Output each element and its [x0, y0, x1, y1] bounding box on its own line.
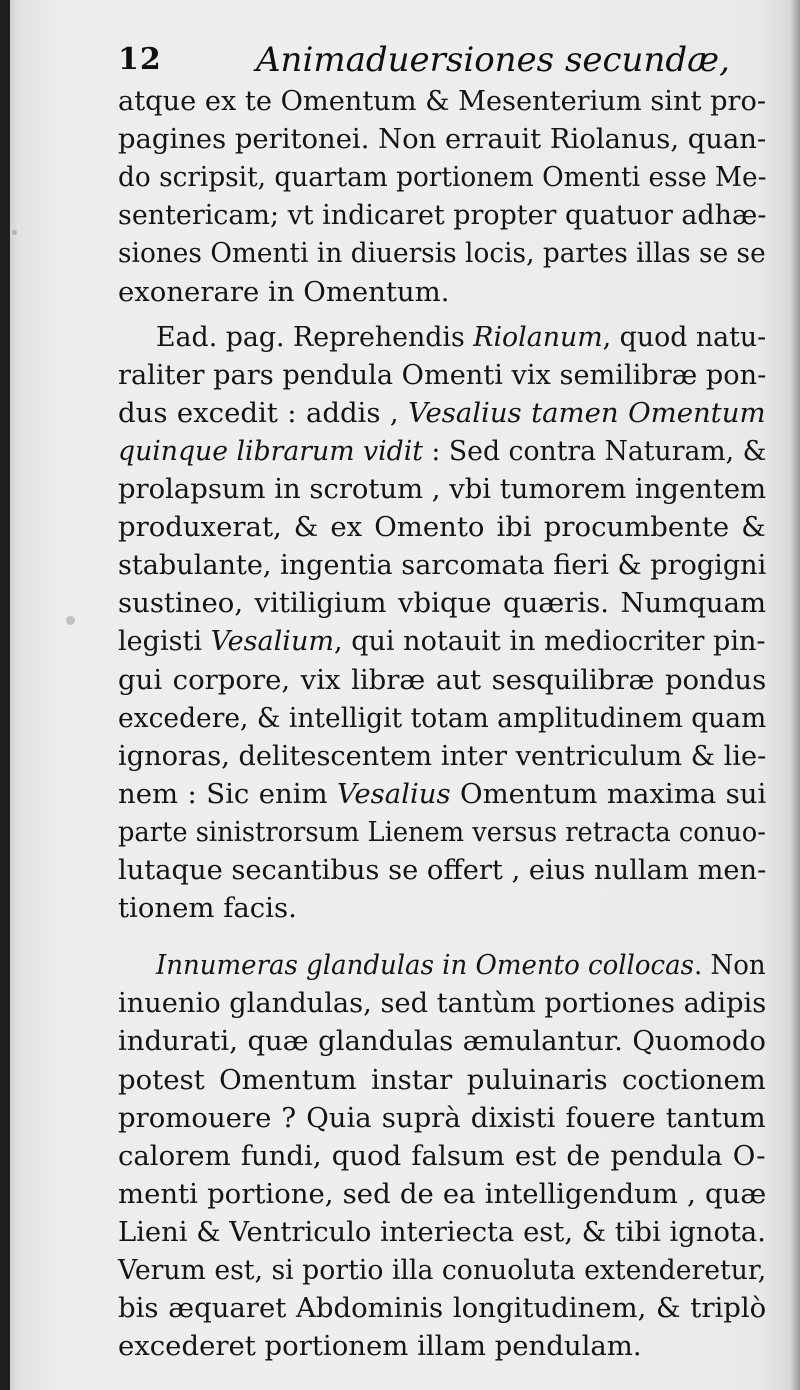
- italic-name: Vesalium: [210, 625, 335, 658]
- text-line: [118, 432, 766, 470]
- italic-name: Vesalius: [337, 777, 451, 810]
- text-line: [118, 356, 766, 394]
- text-line: [118, 470, 766, 508]
- line-text: legisti: [118, 625, 211, 658]
- running-head: Animaduersiones secundæ,: [256, 40, 730, 80]
- text-line: [156, 946, 766, 984]
- text-line: [118, 1251, 766, 1289]
- text-line: [118, 273, 449, 311]
- line-text: sustineo, vitiligium vbique quæris. Numquam: [118, 587, 767, 620]
- line-text: exonerare in Omentum.: [118, 275, 450, 308]
- text-line: [118, 120, 766, 158]
- line-text: lutaque secantibus se offert , eius nullam men-: [118, 854, 767, 886]
- text-line: [118, 158, 766, 196]
- line-text: menti portione, sed de ea intelligendum , quæ: [118, 1177, 767, 1210]
- text-line: [118, 1022, 766, 1060]
- text-line: [118, 851, 766, 889]
- line-text: Omentum maxima sui: [450, 777, 767, 810]
- text-line: [118, 661, 766, 699]
- text-line: [156, 318, 766, 356]
- text-line: [118, 699, 766, 737]
- line-text: excederet portionem illam pendulam.: [118, 1330, 642, 1363]
- line-text: tionem facis.: [118, 892, 297, 925]
- page-number: 12: [118, 42, 162, 77]
- text-line: [118, 1137, 766, 1175]
- line-text: calorem fundi, quod falsum est de pendula O-: [118, 1139, 766, 1172]
- line-text: prolapsum in scrotum , vbi tumorem ingentem: [118, 473, 767, 505]
- italic-name: quinque librarum vidit: [118, 434, 423, 467]
- line-text: excedere, & intelligit totam amplitudinem quam: [118, 701, 767, 734]
- page-edge-shadow: [0, 0, 10, 1390]
- line-text: atque ex te Omentum & Mesenterium sint pro-: [118, 85, 767, 117]
- text-line: [118, 813, 766, 851]
- text-line: [118, 234, 766, 272]
- text-line: [118, 508, 766, 546]
- line-text: Verum est, si portio illa conuoluta extenderetur,: [118, 1254, 767, 1286]
- line-text: promouere ? Quia suprà dixisti fouere tantum: [118, 1101, 766, 1134]
- line-text: bis æquaret Abdominis longitudinem, & triplò: [118, 1292, 767, 1325]
- line-text: , qui notauit in mediocriter pin-: [334, 625, 766, 658]
- text-line: [118, 546, 766, 584]
- text-line: [118, 82, 766, 120]
- text-line: [118, 1289, 766, 1327]
- line-text: parte sinistrorsum Lienem versus retracta conuo-: [118, 815, 766, 848]
- line-text: raliter pars pendula Omenti vix semilibræ pon-: [118, 358, 767, 391]
- line-text: inuenio glandulas, sed tantùm portiones adipis: [118, 987, 767, 1020]
- text-line: [118, 889, 297, 927]
- line-text: sentericam; vt indicaret propter quatuor adhæ-: [118, 199, 767, 232]
- line-text: siones Omenti in diuersis locis, partes illas se se: [118, 237, 766, 270]
- line-text: dus excedit : addis ,: [118, 396, 409, 429]
- line-text: nem : Sic enim: [118, 777, 338, 810]
- line-text: ignoras, delitescentem inter ventriculum & lie-: [118, 739, 767, 772]
- line-text: , quod natu-: [602, 320, 767, 353]
- italic-name: Riolanum: [473, 320, 603, 353]
- text-line: [118, 775, 766, 813]
- line-text: produxerat, & ex Omento ibi procumbente &: [118, 511, 766, 544]
- line-text: : Sed contra Naturam, &: [422, 434, 767, 467]
- line-text: pagines peritonei. Non errauit Riolanus, quan-: [118, 123, 767, 156]
- line-text: indurati, quæ glandulas æmulantur. Quomodo: [118, 1025, 766, 1058]
- line-text: Lieni & Ventriculo interiecta est, & tibi ignota.: [118, 1215, 766, 1248]
- line-text: do scripsit, quartam portionem Omenti esse Me-: [118, 161, 767, 194]
- text-line: [118, 196, 766, 234]
- text-line: [118, 1175, 766, 1213]
- line-text: potest Omentum instar puluinaris coctionem: [118, 1063, 766, 1096]
- line-text: stabulante, ingentia sarcomata fieri & progigni: [118, 549, 767, 582]
- italic-name: Innumeras glandulas in Omento collocas: [156, 949, 694, 982]
- text-line: [118, 737, 766, 775]
- paper-speck: [66, 616, 75, 625]
- page-header: [118, 38, 730, 88]
- text-line: [118, 1213, 766, 1251]
- line-text: . Non: [693, 949, 766, 982]
- text-line: [118, 1061, 766, 1099]
- line-text: Ead. pag. Reprehendis: [156, 320, 474, 353]
- text-line: [118, 394, 766, 432]
- italic-name: Vesalius tamen Omentum: [408, 396, 766, 429]
- text-line: [118, 1099, 766, 1137]
- text-line: [118, 584, 766, 622]
- text-line: [118, 984, 766, 1022]
- line-text: gui corpore, vix libræ aut sesquilibræ pondus: [118, 663, 767, 696]
- text-line: [118, 622, 766, 660]
- text-line: [118, 1327, 642, 1365]
- paper-speck: [12, 230, 17, 235]
